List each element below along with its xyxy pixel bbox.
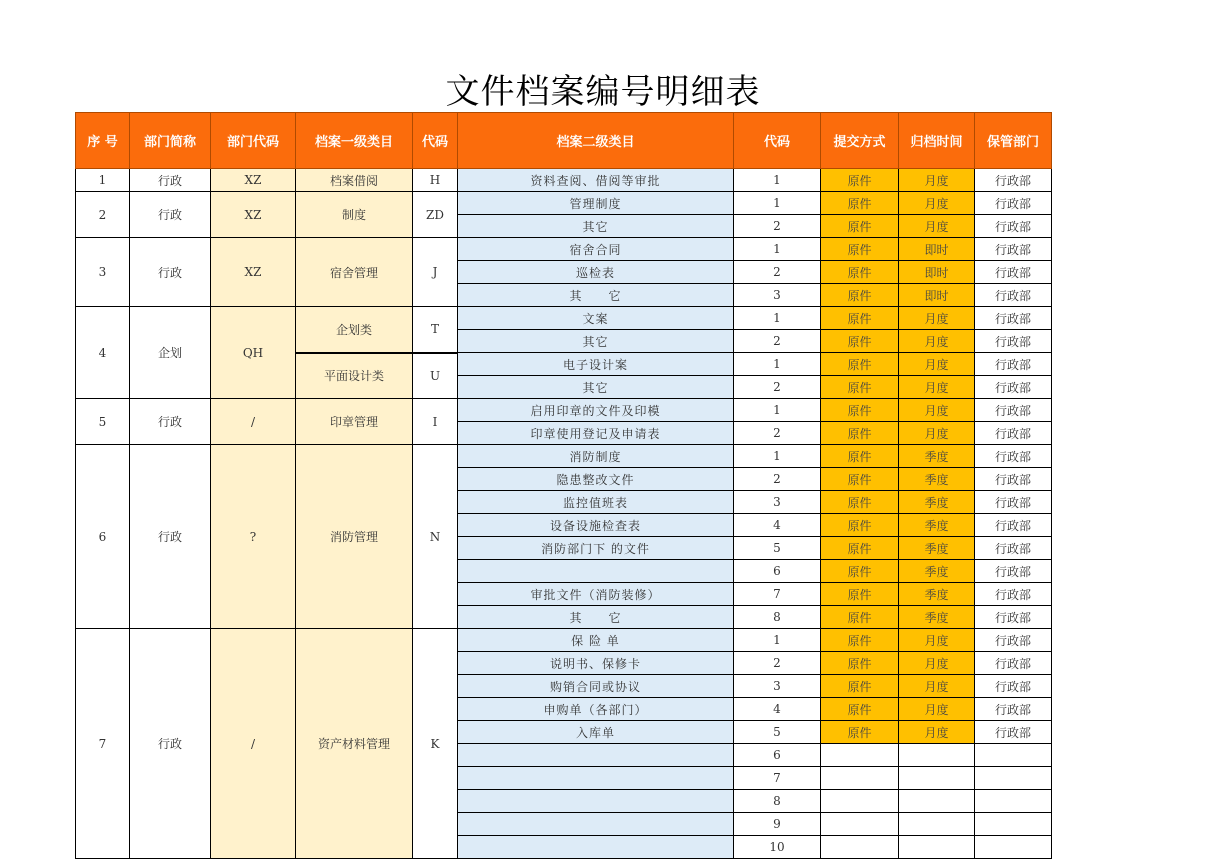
- cell-keeper-dept[interactable]: 行政部: [975, 376, 1052, 399]
- cell-level2-code[interactable]: 2: [734, 652, 821, 675]
- cell-archive-time[interactable]: 月度: [899, 215, 975, 238]
- header-level2-code[interactable]: 代码: [734, 113, 821, 169]
- table-row: [76, 307, 1052, 330]
- cell-submit-method[interactable]: 原件: [821, 353, 899, 376]
- cell-dept-abbr[interactable]: 行政: [130, 399, 211, 445]
- cell-level2-category[interactable]: 电子设计案: [458, 353, 734, 376]
- cell-level2-category[interactable]: [458, 813, 734, 836]
- cell-level2-category[interactable]: 其它: [458, 215, 734, 238]
- cell-keeper-dept[interactable]: 行政部: [975, 215, 1052, 238]
- cell-level2-category[interactable]: [458, 744, 734, 767]
- cell-level2-code[interactable]: 6: [734, 560, 821, 583]
- cell-level2-code[interactable]: 6: [734, 744, 821, 767]
- cell-level2-code[interactable]: 1: [734, 629, 821, 652]
- cell-level1-category[interactable]: 资产材料管理: [296, 629, 413, 859]
- table-row: [76, 629, 1052, 652]
- cell-level1-code[interactable]: H: [413, 169, 458, 192]
- cell-submit-method[interactable]: 原件: [821, 583, 899, 606]
- cell-keeper-dept[interactable]: 行政部: [975, 675, 1052, 698]
- cell-level2-category[interactable]: 审批文件（消防装修）: [458, 583, 734, 606]
- cell-level2-category[interactable]: 保 险 单: [458, 629, 734, 652]
- cell-archive-time[interactable]: 月度: [899, 698, 975, 721]
- cell-level2-category[interactable]: 其 它: [458, 606, 734, 629]
- cell-level1-category[interactable]: 档案借阅: [296, 169, 413, 192]
- cell-keeper-dept[interactable]: 行政部: [975, 721, 1052, 744]
- header-dept-abbr[interactable]: 部门简称: [130, 113, 211, 169]
- cell-seq[interactable]: 7: [76, 629, 130, 859]
- header-level2-category[interactable]: 档案二级类目: [458, 113, 734, 169]
- archive-table: [75, 112, 1052, 859]
- header-keeper-dept[interactable]: 保管部门: [975, 113, 1052, 169]
- cell-archive-time[interactable]: 季度: [899, 606, 975, 629]
- cell-keeper-dept[interactable]: 行政部: [975, 606, 1052, 629]
- cell-submit-method[interactable]: 原件: [821, 468, 899, 491]
- cell-level2-category[interactable]: [458, 767, 734, 790]
- cell-archive-time[interactable]: [899, 836, 975, 859]
- cell-archive-time[interactable]: 季度: [899, 514, 975, 537]
- cell-submit-method[interactable]: 原件: [821, 399, 899, 422]
- cell-level2-code[interactable]: 4: [734, 514, 821, 537]
- cell-archive-time[interactable]: 季度: [899, 537, 975, 560]
- cell-level1-category[interactable]: 平面设计类: [296, 353, 413, 399]
- cell-submit-method[interactable]: 原件: [821, 491, 899, 514]
- cell-level2-category[interactable]: [458, 790, 734, 813]
- cell-level2-category[interactable]: 其 它: [458, 284, 734, 307]
- cell-level2-code[interactable]: 2: [734, 376, 821, 399]
- cell-submit-method[interactable]: 原件: [821, 445, 899, 468]
- cell-dept-abbr[interactable]: 企划: [130, 307, 211, 399]
- cell-submit-method[interactable]: 原件: [821, 238, 899, 261]
- cell-archive-time[interactable]: 月度: [899, 376, 975, 399]
- cell-level2-category[interactable]: 消防制度: [458, 445, 734, 468]
- header-row: [76, 113, 1052, 169]
- cell-level2-code[interactable]: 9: [734, 813, 821, 836]
- cell-level1-code[interactable]: U: [413, 353, 458, 399]
- cell-submit-method[interactable]: 原件: [821, 675, 899, 698]
- cell-keeper-dept[interactable]: 行政部: [975, 537, 1052, 560]
- cell-archive-time[interactable]: 即时: [899, 238, 975, 261]
- cell-keeper-dept[interactable]: 行政部: [975, 698, 1052, 721]
- header-level1-category[interactable]: 档案一级类目: [296, 113, 413, 169]
- cell-keeper-dept[interactable]: 行政部: [975, 468, 1052, 491]
- cell-level2-code[interactable]: 8: [734, 606, 821, 629]
- cell-keeper-dept[interactable]: 行政部: [975, 514, 1052, 537]
- cell-archive-time[interactable]: 季度: [899, 468, 975, 491]
- cell-archive-time[interactable]: 即时: [899, 284, 975, 307]
- cell-level2-code[interactable]: 2: [734, 215, 821, 238]
- cell-level2-category[interactable]: 申购单（各部门）: [458, 698, 734, 721]
- cell-submit-method[interactable]: 原件: [821, 169, 899, 192]
- cell-seq[interactable]: 4: [76, 307, 130, 399]
- cell-level2-category[interactable]: 其它: [458, 376, 734, 399]
- cell-dept-code[interactable]: QH: [211, 307, 296, 399]
- cell-level2-category[interactable]: 启用印章的文件及印模: [458, 399, 734, 422]
- cell-level2-code[interactable]: 3: [734, 284, 821, 307]
- cell-archive-time[interactable]: 季度: [899, 491, 975, 514]
- table-row: [76, 169, 1052, 192]
- cell-archive-time[interactable]: 季度: [899, 560, 975, 583]
- cell-level1-category[interactable]: 印章管理: [296, 399, 413, 445]
- header-dept-code[interactable]: 部门代码: [211, 113, 296, 169]
- cell-submit-method[interactable]: 原件: [821, 192, 899, 215]
- cell-keeper-dept[interactable]: 行政部: [975, 330, 1052, 353]
- cell-level1-category[interactable]: 宿舍管理: [296, 238, 413, 307]
- cell-archive-time[interactable]: [899, 744, 975, 767]
- cell-submit-method[interactable]: 原件: [821, 284, 899, 307]
- cell-level2-code[interactable]: 1: [734, 192, 821, 215]
- cell-submit-method[interactable]: [821, 790, 899, 813]
- cell-submit-method[interactable]: 原件: [821, 698, 899, 721]
- cell-submit-method[interactable]: 原件: [821, 606, 899, 629]
- cell-level2-category[interactable]: 消防部门下 的文件: [458, 537, 734, 560]
- cell-keeper-dept[interactable]: 行政部: [975, 399, 1052, 422]
- cell-level1-code[interactable]: N: [413, 445, 458, 629]
- cell-submit-method[interactable]: 原件: [821, 721, 899, 744]
- cell-seq[interactable]: 5: [76, 399, 130, 445]
- cell-submit-method[interactable]: 原件: [821, 652, 899, 675]
- cell-level1-code[interactable]: K: [413, 629, 458, 859]
- cell-submit-method[interactable]: [821, 744, 899, 767]
- cell-archive-time[interactable]: 月度: [899, 192, 975, 215]
- cell-archive-time[interactable]: 月度: [899, 169, 975, 192]
- cell-archive-time[interactable]: 月度: [899, 330, 975, 353]
- cell-level2-category[interactable]: 设备设施检查表: [458, 514, 734, 537]
- cell-seq[interactable]: 1: [76, 169, 130, 192]
- cell-level2-code[interactable]: 2: [734, 261, 821, 284]
- table-body: [76, 169, 1052, 859]
- cell-keeper-dept[interactable]: [975, 790, 1052, 813]
- table-row: [76, 399, 1052, 422]
- cell-keeper-dept[interactable]: [975, 836, 1052, 859]
- cell-level2-code[interactable]: 3: [734, 675, 821, 698]
- cell-level2-category[interactable]: 宿舍合同: [458, 238, 734, 261]
- cell-dept-code[interactable]: XZ: [211, 238, 296, 307]
- cell-level2-code[interactable]: 3: [734, 491, 821, 514]
- cell-keeper-dept[interactable]: 行政部: [975, 629, 1052, 652]
- cell-keeper-dept[interactable]: 行政部: [975, 652, 1052, 675]
- cell-keeper-dept[interactable]: [975, 767, 1052, 790]
- cell-level2-category[interactable]: [458, 560, 734, 583]
- cell-dept-code[interactable]: XZ: [211, 169, 296, 192]
- cell-level2-code[interactable]: 1: [734, 353, 821, 376]
- cell-dept-abbr[interactable]: 行政: [130, 445, 211, 629]
- table-row: [76, 192, 1052, 215]
- cell-keeper-dept[interactable]: 行政部: [975, 169, 1052, 192]
- cell-dept-code[interactable]: ?: [211, 445, 296, 629]
- header-submit-method[interactable]: 提交方式: [821, 113, 899, 169]
- cell-keeper-dept[interactable]: 行政部: [975, 307, 1052, 330]
- cell-seq[interactable]: 3: [76, 238, 130, 307]
- cell-archive-time[interactable]: 月度: [899, 675, 975, 698]
- cell-submit-method[interactable]: 原件: [821, 629, 899, 652]
- cell-submit-method[interactable]: 原件: [821, 215, 899, 238]
- cell-dept-code[interactable]: /: [211, 629, 296, 859]
- cell-level2-code[interactable]: 1: [734, 445, 821, 468]
- cell-level2-category[interactable]: 印章使用登记及申请表: [458, 422, 734, 445]
- cell-level2-category[interactable]: 其它: [458, 330, 734, 353]
- cell-level1-category[interactable]: 企划类: [296, 307, 413, 353]
- cell-keeper-dept[interactable]: 行政部: [975, 238, 1052, 261]
- cell-level2-category[interactable]: 隐患整改文件: [458, 468, 734, 491]
- cell-keeper-dept[interactable]: 行政部: [975, 284, 1052, 307]
- cell-archive-time[interactable]: 月度: [899, 422, 975, 445]
- cell-archive-time[interactable]: 月度: [899, 629, 975, 652]
- cell-archive-time[interactable]: 月度: [899, 652, 975, 675]
- cell-submit-method[interactable]: 原件: [821, 422, 899, 445]
- table-row: [76, 445, 1052, 468]
- cell-submit-method[interactable]: 原件: [821, 514, 899, 537]
- cell-archive-time[interactable]: 季度: [899, 583, 975, 606]
- cell-dept-code[interactable]: XZ: [211, 192, 296, 238]
- cell-level2-code[interactable]: 8: [734, 790, 821, 813]
- cell-level2-code[interactable]: 10: [734, 836, 821, 859]
- cell-level2-code[interactable]: 1: [734, 307, 821, 330]
- cell-level2-category[interactable]: 资料查阅、借阅等审批: [458, 169, 734, 192]
- cell-level2-category[interactable]: 监控值班表: [458, 491, 734, 514]
- cell-level2-category[interactable]: [458, 836, 734, 859]
- cell-keeper-dept[interactable]: 行政部: [975, 491, 1052, 514]
- cell-level2-code[interactable]: 4: [734, 698, 821, 721]
- cell-archive-time[interactable]: 季度: [899, 445, 975, 468]
- cell-keeper-dept[interactable]: 行政部: [975, 560, 1052, 583]
- cell-dept-abbr[interactable]: 行政: [130, 238, 211, 307]
- cell-level2-category[interactable]: 入库单: [458, 721, 734, 744]
- cell-submit-method[interactable]: [821, 813, 899, 836]
- cell-level2-category[interactable]: 文案: [458, 307, 734, 330]
- cell-keeper-dept[interactable]: [975, 744, 1052, 767]
- cell-archive-time[interactable]: 月度: [899, 353, 975, 376]
- cell-dept-abbr[interactable]: 行政: [130, 169, 211, 192]
- cell-keeper-dept[interactable]: [975, 813, 1052, 836]
- cell-dept-abbr[interactable]: 行政: [130, 629, 211, 859]
- cell-archive-time[interactable]: [899, 767, 975, 790]
- page-title: 文件档案编号明细表: [445, 72, 761, 112]
- cell-archive-time[interactable]: 月度: [899, 721, 975, 744]
- cell-level1-code[interactable]: T: [413, 307, 458, 353]
- cell-level1-category[interactable]: 制度: [296, 192, 413, 238]
- cell-level2-code[interactable]: 5: [734, 537, 821, 560]
- cell-submit-method[interactable]: 原件: [821, 307, 899, 330]
- cell-keeper-dept[interactable]: 行政部: [975, 422, 1052, 445]
- spreadsheet: [75, 112, 1051, 854]
- cell-level1-code[interactable]: J: [413, 238, 458, 307]
- cell-level2-code[interactable]: 1: [734, 399, 821, 422]
- cell-submit-method[interactable]: 原件: [821, 376, 899, 399]
- cell-submit-method[interactable]: [821, 767, 899, 790]
- cell-level2-code[interactable]: 7: [734, 767, 821, 790]
- cell-level2-code[interactable]: 7: [734, 583, 821, 606]
- cell-dept-code[interactable]: /: [211, 399, 296, 445]
- header-archive-time[interactable]: 归档时间: [899, 113, 975, 169]
- cell-level2-code[interactable]: 5: [734, 721, 821, 744]
- cell-level1-code[interactable]: ZD: [413, 192, 458, 238]
- cell-level1-code[interactable]: I: [413, 399, 458, 445]
- cell-level2-code[interactable]: 2: [734, 468, 821, 491]
- cell-seq[interactable]: 2: [76, 192, 130, 238]
- cell-level2-code[interactable]: 1: [734, 238, 821, 261]
- cell-level2-code[interactable]: 2: [734, 330, 821, 353]
- cell-level2-category[interactable]: 巡检表: [458, 261, 734, 284]
- cell-dept-abbr[interactable]: 行政: [130, 192, 211, 238]
- cell-keeper-dept[interactable]: 行政部: [975, 445, 1052, 468]
- cell-submit-method[interactable]: [821, 836, 899, 859]
- cell-level2-category[interactable]: 管理制度: [458, 192, 734, 215]
- cell-archive-time[interactable]: 即时: [899, 261, 975, 284]
- cell-keeper-dept[interactable]: 行政部: [975, 353, 1052, 376]
- cell-level2-category[interactable]: 购销合同或协议: [458, 675, 734, 698]
- cell-archive-time[interactable]: 月度: [899, 399, 975, 422]
- header-seq[interactable]: 序 号: [76, 113, 130, 169]
- cell-keeper-dept[interactable]: 行政部: [975, 261, 1052, 284]
- cell-archive-time[interactable]: [899, 790, 975, 813]
- header-level1-code[interactable]: 代码: [413, 113, 458, 169]
- cell-submit-method[interactable]: 原件: [821, 560, 899, 583]
- cell-submit-method[interactable]: 原件: [821, 261, 899, 284]
- cell-archive-time[interactable]: 月度: [899, 307, 975, 330]
- cell-level2-code[interactable]: 1: [734, 169, 821, 192]
- cell-archive-time[interactable]: [899, 813, 975, 836]
- cell-submit-method[interactable]: 原件: [821, 537, 899, 560]
- table-row: [76, 238, 1052, 261]
- cell-level2-code[interactable]: 2: [734, 422, 821, 445]
- cell-submit-method[interactable]: 原件: [821, 330, 899, 353]
- cell-level1-category[interactable]: 消防管理: [296, 445, 413, 629]
- cell-seq[interactable]: 6: [76, 445, 130, 629]
- cell-level2-category[interactable]: 说明书、保修卡: [458, 652, 734, 675]
- cell-keeper-dept[interactable]: 行政部: [975, 583, 1052, 606]
- cell-keeper-dept[interactable]: 行政部: [975, 192, 1052, 215]
